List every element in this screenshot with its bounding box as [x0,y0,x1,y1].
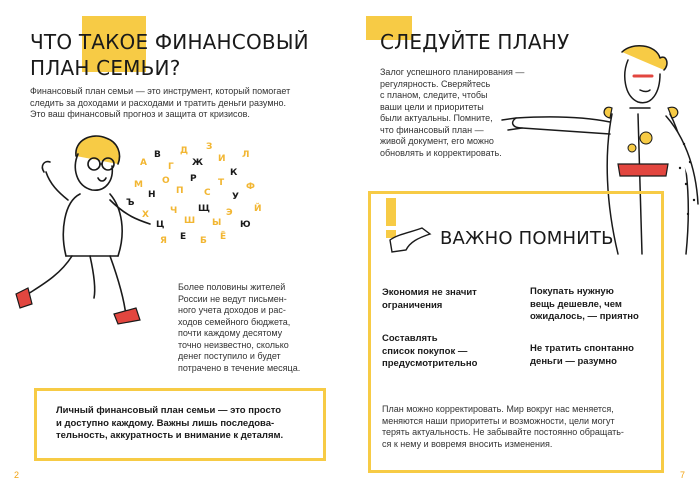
svg-text:Й: Й [254,204,262,214]
svg-text:Ш: Ш [184,216,196,226]
tip-line: предусмотрительно [382,358,478,369]
svg-text:М: М [134,180,143,190]
highlight-line: Личный финансовый план семьи — это просто [56,405,282,416]
svg-text:С: С [204,188,211,198]
tip-line: список покупок — [382,345,468,357]
intro-line: Это ваш финансовый прогноз и защита от кризисов. [30,109,250,119]
closing-line: ся к нему и вовремя вносить изменения. [382,438,553,449]
closing-text [382,404,624,450]
svg-text:Г: Г [168,162,174,172]
fact-line: ходов семейного бюджета, [178,316,291,327]
svg-text:Д: Д [180,146,189,156]
svg-text:Ю: Ю [240,220,251,230]
svg-text:Щ: Щ [198,204,210,214]
svg-text:Ф: Ф [246,182,255,192]
fact-text [178,282,300,374]
plan-line: живой документ, его можно [380,136,494,146]
svg-text:Н: Н [148,190,156,200]
svg-text:B: B [154,150,161,160]
svg-text:Я: Я [160,236,167,246]
right-page-number: 7 [680,470,686,480]
tip-line: ожидалось, — приятно [530,311,639,322]
highlight-line: и доступно каждому. Важны лишь последова- [56,417,275,429]
svg-text:Р: Р [190,174,197,184]
plan-line: с планом, следите, чтобы [380,90,488,100]
plan-line: были актуальны. Помните, [380,113,493,123]
svg-text:Ч: Ч [170,206,178,216]
right-title: СЛЕДУЙТЕ ПЛАНУ [380,30,570,54]
svg-text:К: К [230,168,238,178]
hand-exclamation-icon [378,198,438,258]
tip-4 [530,343,634,368]
svg-text:И: И [218,154,226,164]
tip-1 [382,287,477,312]
left-page-number: 2 [14,470,20,480]
svg-text:Л: Л [242,150,250,160]
fact-line: ного учета доходов и рас- [178,305,286,315]
important-title: ВАЖНО ПОМНИТЬ [440,228,614,249]
plan-line: Залог успешного планирования — [380,67,525,77]
tip-line: вещь дешевле, чем [530,298,622,310]
tip-3 [382,333,477,371]
svg-text:П: П [176,186,184,196]
closing-line: терять актуальность. Не забывайте постоянно обращать- [382,427,624,437]
closing-line: меняются наши приоритеты и возможности, цели могут [382,415,615,426]
svg-text:Х: Х [142,210,149,220]
left-title [30,29,309,81]
plan-line: регулярность. Сверяйтесь [380,78,491,89]
svg-text:Б: Б [200,236,207,246]
tip-line: Составлять [382,333,438,344]
plan-line: ваши цели и приоритеты [380,101,484,112]
fact-line: потрачено в течение месяца. [178,362,301,373]
intro-line: Финансовый план семьи — это инструмент, который помогает [30,86,291,96]
svg-text:Ц: Ц [156,220,165,230]
tip-line: ограничения [382,299,443,311]
fact-line: точно неизвестно, сколько [178,339,289,350]
tip-line: Экономия не значит [382,287,477,298]
svg-text:A: A [140,158,147,168]
letters-cloud-illustration [120,135,265,250]
svg-text:Ж: Ж [192,158,204,168]
svg-text:О: О [162,176,170,186]
left-title-line1: ЧТО ТАКОЕ ФИНАНСОВЫЙ [30,30,309,54]
fact-line: почти каждому десятому [178,328,283,338]
svg-text:Э: Э [226,208,233,218]
svg-text:Ё: Ё [220,232,227,242]
tip-2 [530,286,639,324]
left-intro [30,86,290,121]
highlight-line: тельность, аккуратность и внимание к деталям. [56,430,284,441]
closing-line: План можно корректировать. Мир вокруг нас меняется, [382,404,614,414]
svg-text:У: У [232,192,239,202]
left-title-line2: ПЛАН СЕМЬИ? [30,56,181,80]
svg-text:З: З [206,142,213,152]
svg-text:Т: Т [218,178,225,188]
plan-line: что финансовый план — [380,124,484,135]
tip-line: Покупать нужную [530,286,614,297]
tip-line: Не тратить спонтанно [530,343,634,354]
svg-text:Е: Е [180,232,187,242]
intro-line: следить за доходами и расходами и тратить деньги разумно. [30,97,286,108]
fact-line: России не ведут письмен- [178,293,287,304]
svg-text:Ъ: Ъ [126,198,135,208]
fact-line: Более половины жителей [178,282,286,292]
svg-text:Ы: Ы [212,218,222,228]
left-highlight-text [56,405,283,443]
plan-line: обновлять и корректировать. [380,147,502,158]
tip-line: деньги — разумно [530,355,617,367]
fact-line: денег поступило и будет [178,351,281,361]
